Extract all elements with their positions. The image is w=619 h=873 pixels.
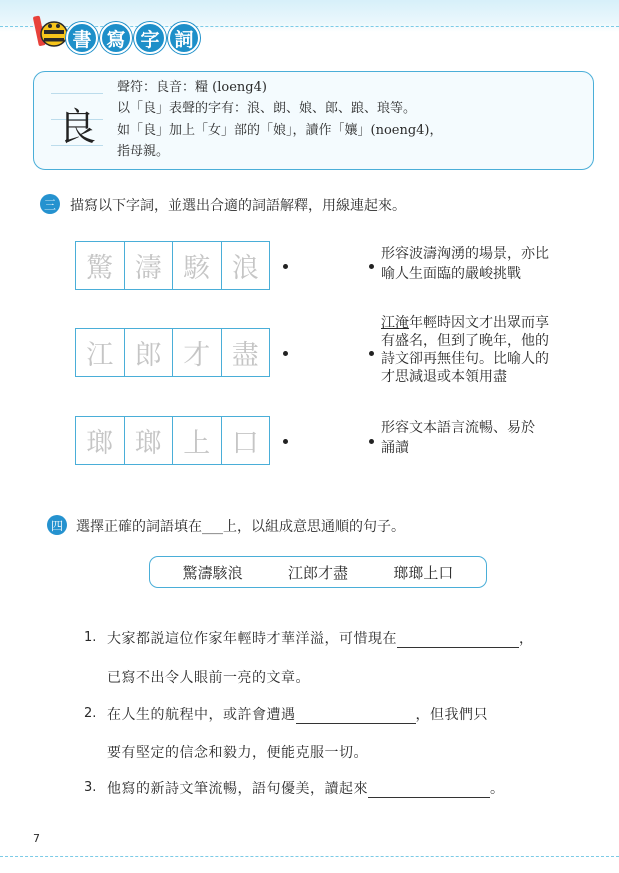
- answer-blank[interactable]: [397, 633, 519, 648]
- match-dot-right[interactable]: [369, 439, 374, 444]
- word-bank-item: 江郎才盡: [287, 563, 348, 582]
- trace-cell[interactable]: 濤: [125, 242, 174, 289]
- trace-cell[interactable]: 盡: [231, 340, 259, 371]
- trace-cell[interactable]: 江: [76, 329, 125, 376]
- answer-blank[interactable]: [368, 783, 490, 798]
- title-char: 寫: [100, 22, 132, 54]
- title-char: 書: [66, 22, 98, 54]
- trace-cell[interactable]: 浪: [231, 253, 259, 284]
- trace-cell[interactable]: 駭: [173, 242, 222, 289]
- match-dot-left[interactable]: [283, 439, 288, 444]
- bee-pencil-icon: [30, 12, 70, 52]
- question-text: 在人生的航程中，或許會遭遇 ，但我們只: [107, 707, 488, 723]
- word-bank: [149, 556, 487, 588]
- title-char: 詞: [168, 22, 200, 54]
- section-number-badge: 三: [40, 194, 60, 214]
- info-line: 以「良」表聲的字有：浪、朗、娘、郎、踉、琅等。: [117, 101, 417, 116]
- match-dot-left[interactable]: [283, 264, 288, 269]
- question-text: 已寫不出令人眼前一亮的文章。: [107, 670, 310, 686]
- underlined-name: 江淹: [381, 315, 409, 331]
- definition-text: 形容文本語言流暢、易於 誦讀: [381, 420, 535, 456]
- section-title: [66, 22, 200, 56]
- bottom-divider: [0, 856, 619, 857]
- section-instruction: 描寫以下字詞，並選出合適的詞語解釋，用線連起來。: [70, 198, 406, 214]
- word-bank-item: 驚濤駭浪: [182, 563, 243, 582]
- info-line: 聲符：良音：糧 (loeng4): [117, 80, 267, 95]
- definition-text: 形容波濤洶湧的場景，亦比 喻人生面臨的嚴峻挑戰: [381, 246, 549, 282]
- trace-cell[interactable]: 上: [173, 417, 222, 464]
- trace-cell[interactable]: 驚: [76, 242, 125, 289]
- trace-cell[interactable]: 郎: [125, 329, 174, 376]
- featured-character: 良: [57, 105, 96, 149]
- question-text: 大家都説這位作家年輕時才華洋溢，可惜現在 ，: [107, 631, 534, 647]
- tracing-grid[interactable]: [75, 241, 270, 290]
- trace-cell[interactable]: 瑯: [125, 417, 174, 464]
- question-text: 要有堅定的信念和毅力，便能克服一切。: [107, 745, 368, 761]
- answer-blank[interactable]: [296, 709, 416, 724]
- section-instruction: 選擇正確的詞語填在___上，以組成意思通順的句子。: [76, 519, 405, 535]
- section-number-badge: 四: [47, 515, 67, 535]
- tracing-grid[interactable]: [75, 416, 270, 465]
- info-line: 如「良」加上「女」部的「娘」，讀作「孃」(noeng4)，: [117, 123, 443, 138]
- definition-text: 江淹年輕時因文才出眾而享 有盛名，但到了晚年，他的 詩文卻再無佳句。比喻人的 才思減退或本領用盡: [381, 315, 549, 385]
- trace-cell[interactable]: 才: [173, 329, 222, 376]
- trace-cell[interactable]: 瑯: [76, 417, 125, 464]
- match-dot-right[interactable]: [369, 264, 374, 269]
- question-number: 3.: [84, 780, 97, 795]
- match-dot-left[interactable]: [283, 351, 288, 356]
- tracing-grid[interactable]: [75, 328, 270, 377]
- page-number: 7: [33, 832, 40, 845]
- word-bank-item: 瑯瑯上口: [393, 563, 454, 582]
- question-number: 2.: [84, 706, 97, 721]
- title-char: 字: [134, 22, 166, 54]
- match-dot-right[interactable]: [369, 351, 374, 356]
- trace-cell[interactable]: 口: [231, 428, 259, 459]
- question-text: 他寫的新詩文筆流暢，語句優美，讀起來 。: [107, 781, 505, 797]
- info-line: 指母親。: [117, 144, 170, 159]
- question-number: 1.: [84, 630, 97, 645]
